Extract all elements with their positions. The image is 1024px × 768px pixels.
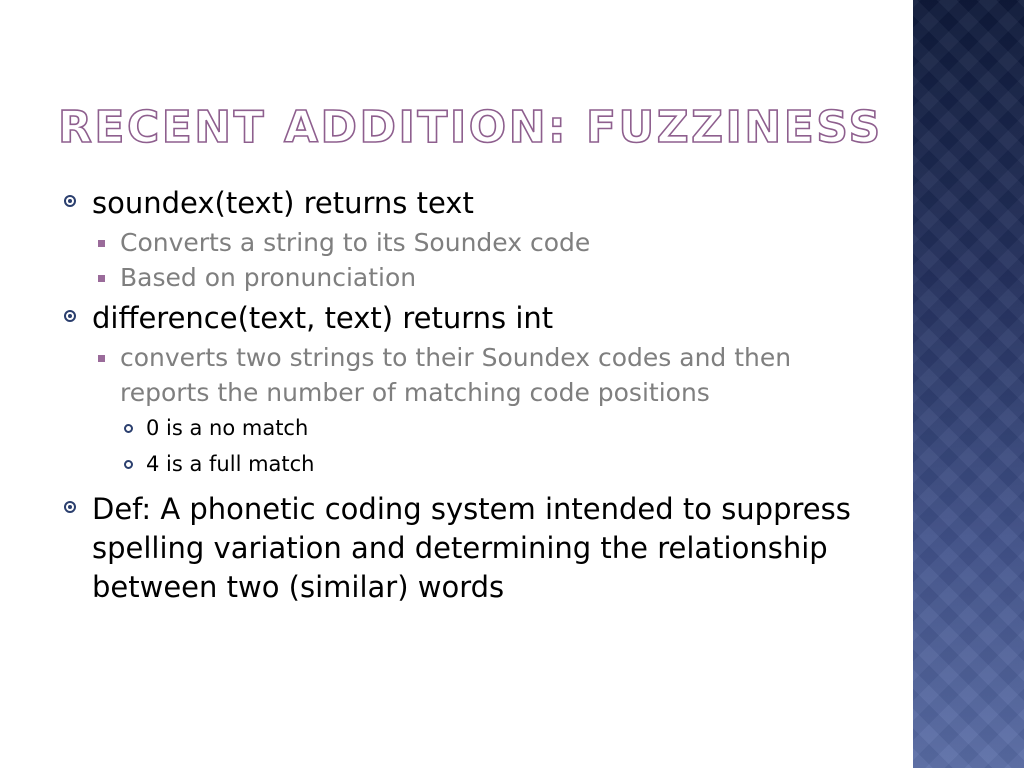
bullet-soundex (62, 184, 902, 223)
bullet-difference (62, 299, 902, 338)
sub-bullet-converts-two (120, 340, 840, 410)
circle-dot-icon (64, 310, 76, 322)
decorative-side-band (913, 0, 1024, 768)
bullet-definition (62, 490, 852, 607)
sub-sub-bullet-full-match (146, 446, 902, 482)
slide-body (62, 184, 902, 609)
ring-icon (124, 424, 133, 433)
sub-bullet-text: converts two strings to their Soundex codes and then reports the number of matching code positions (120, 343, 792, 407)
sub-bullet-text: Converts a string to its Soundex code (120, 228, 591, 257)
ring-icon (124, 460, 133, 469)
bullet-text: soundex(text) returns text (92, 186, 474, 220)
bullet-text: Def: A phonetic coding system intended to suppress spelling variation and determining the relationship between two (similar) words (92, 492, 851, 604)
slide-title: RECENT ADDITION: FUZZINESS (58, 102, 883, 153)
circle-dot-icon (64, 501, 76, 513)
sub-bullet-pronunciation (120, 260, 902, 295)
sub-sub-bullet-text: 4 is a full match (146, 452, 315, 476)
sub-sub-bullet-no-match (146, 410, 902, 446)
circle-dot-icon (64, 195, 76, 207)
sub-sub-bullet-text: 0 is a no match (146, 416, 309, 440)
square-icon (98, 240, 105, 247)
sub-bullet-text: Based on pronunciation (120, 263, 417, 292)
bullet-text: difference(text, text) returns int (92, 301, 554, 335)
square-icon (98, 275, 105, 282)
square-icon (98, 355, 105, 362)
sub-bullet-converts (120, 225, 902, 260)
